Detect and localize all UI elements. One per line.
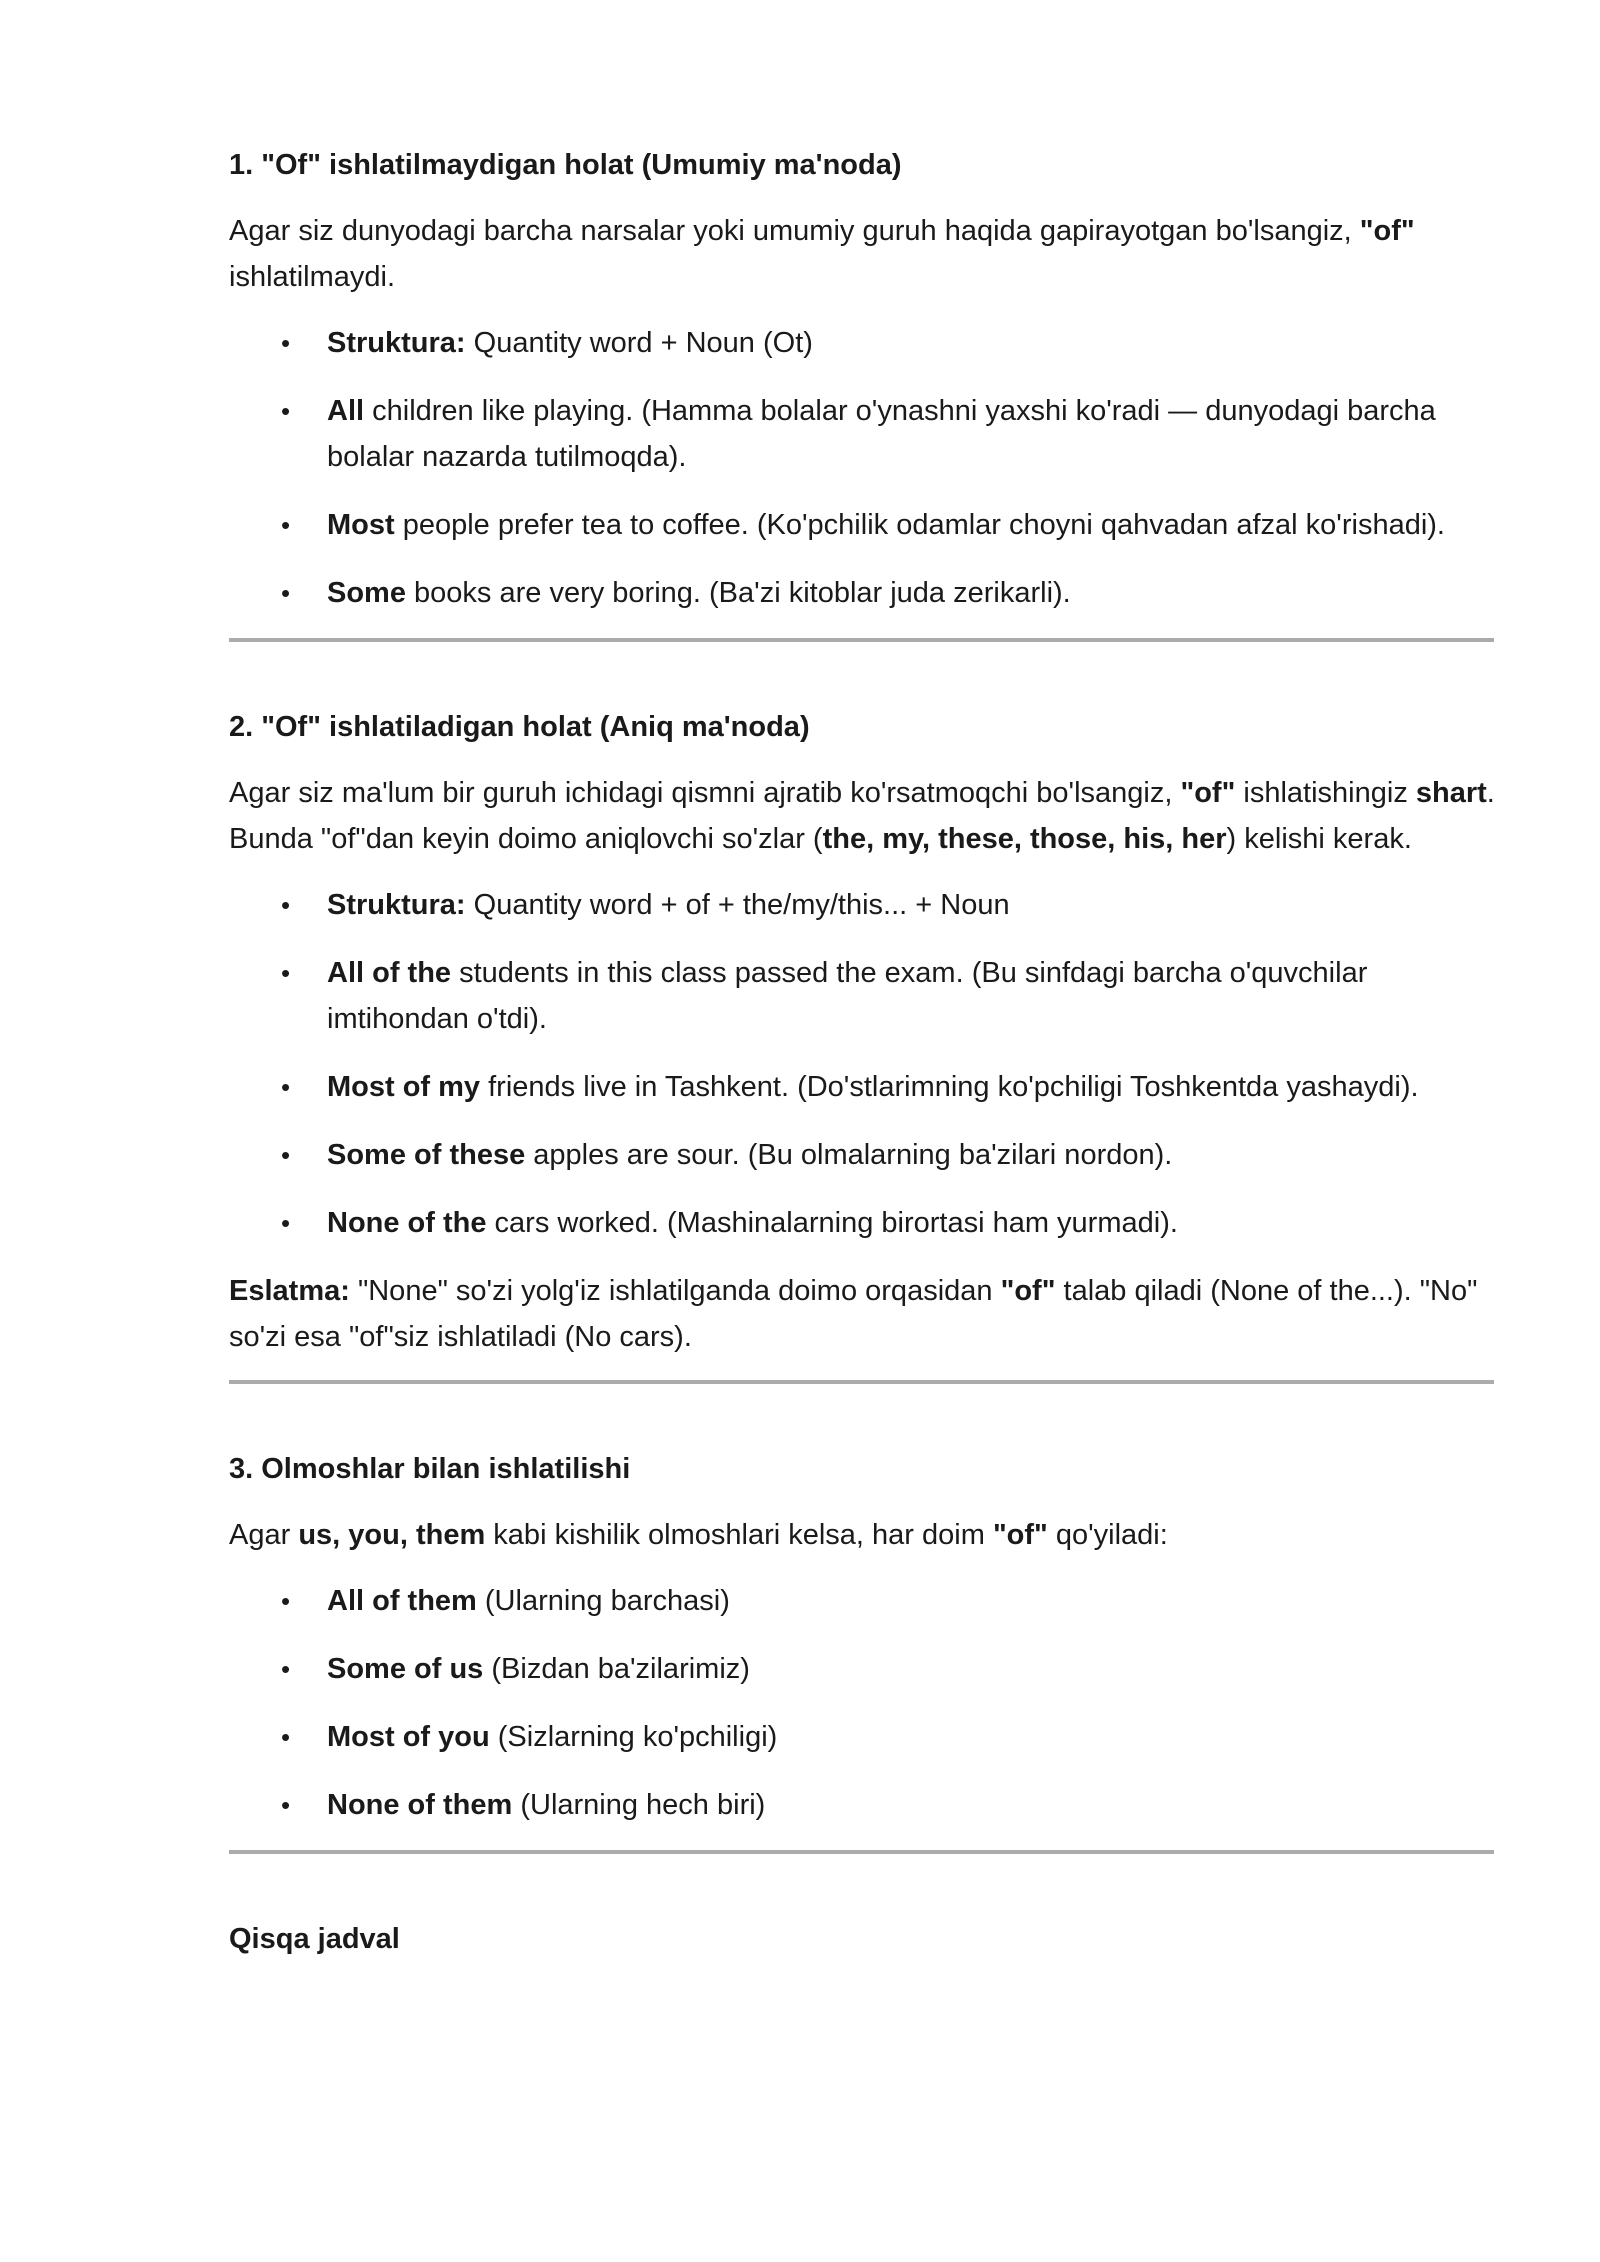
list-item [229, 1782, 1499, 1828]
section-2-intro [229, 770, 1499, 862]
bullet-icon: • [281, 890, 291, 920]
document-content [229, 142, 1499, 1962]
item-bold: None of them [327, 1789, 513, 1821]
intro-bold: "of" [992, 1519, 1048, 1551]
list-item [229, 882, 1499, 928]
section-divider [229, 638, 1494, 642]
note-text: "None" so'zi yolg'iz ishlatilganda doimo orqasidan [349, 1275, 1001, 1307]
intro-bold: "of" [1180, 777, 1236, 809]
list-item [229, 570, 1499, 616]
bullet-icon: • [281, 510, 291, 540]
item-bold: Some of us [327, 1653, 484, 1685]
item-bold: All of the [327, 957, 452, 989]
list-item [229, 502, 1499, 548]
section-1-list [229, 320, 1499, 616]
bullet-icon: • [281, 578, 291, 608]
item-text: (Sizlarning ko'pchiligi) [489, 1721, 778, 1753]
item-bold: Most of you [327, 1721, 490, 1753]
bullet-icon: • [281, 1208, 291, 1238]
item-bold: Struktura: [327, 889, 466, 921]
note-text: talab qiladi (None of the...). "No" so'zi esa "of"siz ishlatiladi (No cars). [229, 1275, 1478, 1353]
section-2-list [229, 882, 1499, 1246]
item-text: (Bizdan ba'zilarimiz) [483, 1653, 750, 1685]
section-2-note [229, 1268, 1499, 1360]
list-item [229, 1714, 1499, 1760]
list-item [229, 950, 1499, 1042]
intro-text: qo'yiladi: [1047, 1519, 1168, 1551]
intro-text: Agar siz ma'lum bir guruh ichidagi qismni ajratib ko'rsatmoqchi bo'lsangiz, [229, 777, 1181, 809]
section-4 [229, 1916, 1499, 1962]
item-bold: Most of my [327, 1071, 481, 1103]
item-text: children like playing. (Hamma bolalar o'ynashni yaxshi ko'radi — dunyodagi barcha bolalar nazarda tutilmoqda). [327, 395, 1436, 473]
section-divider [229, 1380, 1494, 1384]
list-item [229, 1200, 1499, 1246]
section-3-title: 3. Olmoshlar bilan ishlatilishi [229, 1453, 631, 1485]
item-bold: Most [327, 509, 395, 541]
item-bold: Some [327, 577, 406, 609]
intro-text: Agar [229, 1519, 299, 1551]
section-4-title: Qisqa jadval [229, 1923, 400, 1955]
intro-bold: shart [1415, 777, 1487, 809]
intro-text: ) kelishi kerak. [1226, 823, 1412, 855]
item-bold: All [327, 395, 365, 427]
section-3-list [229, 1578, 1499, 1828]
bullet-icon: • [281, 958, 291, 988]
intro-text: ishlatishingiz [1235, 777, 1416, 809]
intro-bold: the, my, these, those, his, her [822, 823, 1227, 855]
item-bold: None of the [327, 1207, 487, 1239]
bullet-icon: • [281, 1072, 291, 1102]
section-divider [229, 1850, 1494, 1854]
section-1 [229, 142, 1499, 642]
item-text: apples are sour. (Bu olmalarning ba'zilari nordon). [525, 1139, 1173, 1171]
bullet-icon: • [281, 328, 291, 358]
bullet-icon: • [281, 396, 291, 426]
bullet-icon: • [281, 1586, 291, 1616]
bullet-icon: • [281, 1140, 291, 1170]
bullet-icon: • [281, 1654, 291, 1684]
section-1-title: 1. "Of" ishlatilmaydigan holat (Umumiy ma'noda) [229, 149, 902, 181]
item-text: students in this class passed the exam. (Bu sinfdagi barcha o'quvchilar imtihondan o'tdi). [327, 957, 1368, 1035]
item-text: books are very boring. (Ba'zi kitoblar juda zerikarli). [405, 577, 1071, 609]
list-item [229, 320, 1499, 366]
list-item [229, 1646, 1499, 1692]
list-item [229, 388, 1499, 480]
list-item [229, 1132, 1499, 1178]
item-text: (Ularning barchasi) [476, 1585, 730, 1617]
section-3-intro [229, 1512, 1499, 1558]
list-item [229, 1064, 1499, 1110]
note-label: Eslatma: [229, 1275, 350, 1307]
item-text: cars worked. (Mashinalarning birortasi ham yurmadi). [486, 1207, 1178, 1239]
intro-bold: us, you, them [298, 1519, 486, 1551]
note-bold: "of" [1000, 1275, 1056, 1307]
intro-text: ishlatilmaydi. [229, 261, 395, 293]
item-text: (Ularning hech biri) [512, 1789, 766, 1821]
section-2-title: 2. "Of" ishlatiladigan holat (Aniq ma'noda) [229, 711, 810, 743]
list-item [229, 1578, 1499, 1624]
bullet-icon: • [281, 1790, 291, 1820]
item-text: Quantity word + of + the/my/this... + Noun [465, 889, 1010, 921]
item-text: Quantity word + Noun (Ot) [465, 327, 813, 359]
item-bold: All of them [327, 1585, 477, 1617]
section-2 [229, 704, 1499, 1384]
section-3 [229, 1446, 1499, 1854]
intro-text: . Bunda "of"dan keyin doimo aniqlovchi so'zlar ( [229, 777, 1495, 855]
section-1-intro [229, 208, 1499, 300]
intro-bold: "of" [1359, 215, 1415, 247]
bullet-icon: • [281, 1722, 291, 1752]
intro-text: kabi kishilik olmoshlari kelsa, har doim [485, 1519, 993, 1551]
item-text: people prefer tea to coffee. (Ko'pchilik odamlar choyni qahvadan afzal ko'rishadi). [394, 509, 1445, 541]
item-bold: Struktura: [327, 327, 466, 359]
intro-text: Agar siz dunyodagi barcha narsalar yoki umumiy guruh haqida gapirayotgan bo'lsangiz, [229, 215, 1360, 247]
item-text: friends live in Tashkent. (Do'stlarimning ko'pchiligi Toshkentda yashaydi). [480, 1071, 1419, 1103]
item-bold: Some of these [327, 1139, 526, 1171]
